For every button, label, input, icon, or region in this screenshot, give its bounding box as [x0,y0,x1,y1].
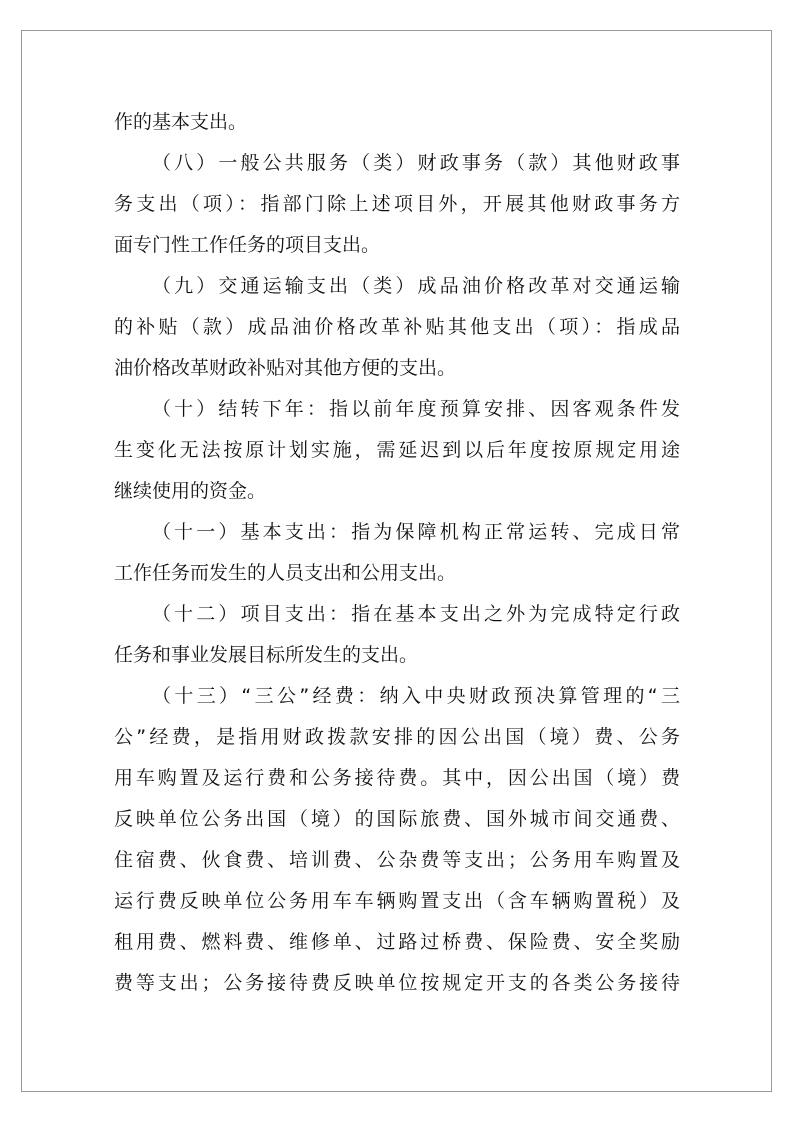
document-body [114,102,680,1004]
paragraph-13-line-7: 租用费、燃料费、维修单、过路过桥费、保险费、安全奖励 [114,931,680,953]
paragraph-13-line-1: （十三）“三公”经费：纳入中央财政预决算管理的“三 [152,685,680,707]
paragraph-9-line-3: 油价格改革财政补贴对其他方便的支出。 [114,357,457,379]
paragraph-13-line-5: 住宿费、伙食费、培训费、公杂费等支出；公务用车购置及 [114,849,680,871]
paragraph-13-line-2: 公”经费，是指用财政拨款安排的因公出国（境）费、公务 [114,726,680,748]
paragraph-10-line-2: 生变化无法按原计划实施，需延迟到以后年度按原规定用途 [114,439,680,461]
paragraph-11-line-1: （十一）基本支出：指为保障机构正常运转、完成日常 [152,521,680,543]
paragraph-13-line-3: 用车购置及运行费和公务接待费。其中，因公出国（境）费 [114,767,680,789]
paragraph-8-line-2: 务支出（项）：指部门除上述项目外，开展其他财政事务方 [114,193,680,215]
text-line: 作的基本支出。 [114,111,248,133]
paragraph-13-line-8: 费等支出；公务接待费反映单位按规定开支的各类公务接待 [114,972,680,994]
paragraph-10-line-1: （十）结转下年：指以前年度预算安排、因客观条件发 [152,398,680,420]
paragraph-10-line-3: 继续使用的资金。 [114,480,267,502]
paragraph-8-line-1: （八）一般公共服务（类）财政事务（款）其他财政事 [152,152,680,174]
paragraph-12-line-2: 任务和事业发展目标所发生的支出。 [114,644,419,666]
paragraph-9-line-1: （九）交通运输支出（类）成品油价格改革对交通运输 [152,275,680,297]
paragraph-12-line-1: （十二）项目支出：指在基本支出之外为完成特定行政 [152,603,680,625]
paragraph-8-line-3: 面专门性工作任务的项目支出。 [114,234,381,256]
paragraph-13-line-4: 反映单位公务出国（境）的国际旅费、国外城市间交通费、 [114,808,680,830]
paragraph-11-line-2: 工作任务而发生的人员支出和公用支出。 [114,562,457,584]
paragraph-13-line-6: 运行费反映单位公务用车车辆购置支出（含车辆购置税）及 [114,890,680,912]
paragraph-9-line-2: 的补贴（款）成品油价格改革补贴其他支出（项）：指成品 [114,316,680,338]
